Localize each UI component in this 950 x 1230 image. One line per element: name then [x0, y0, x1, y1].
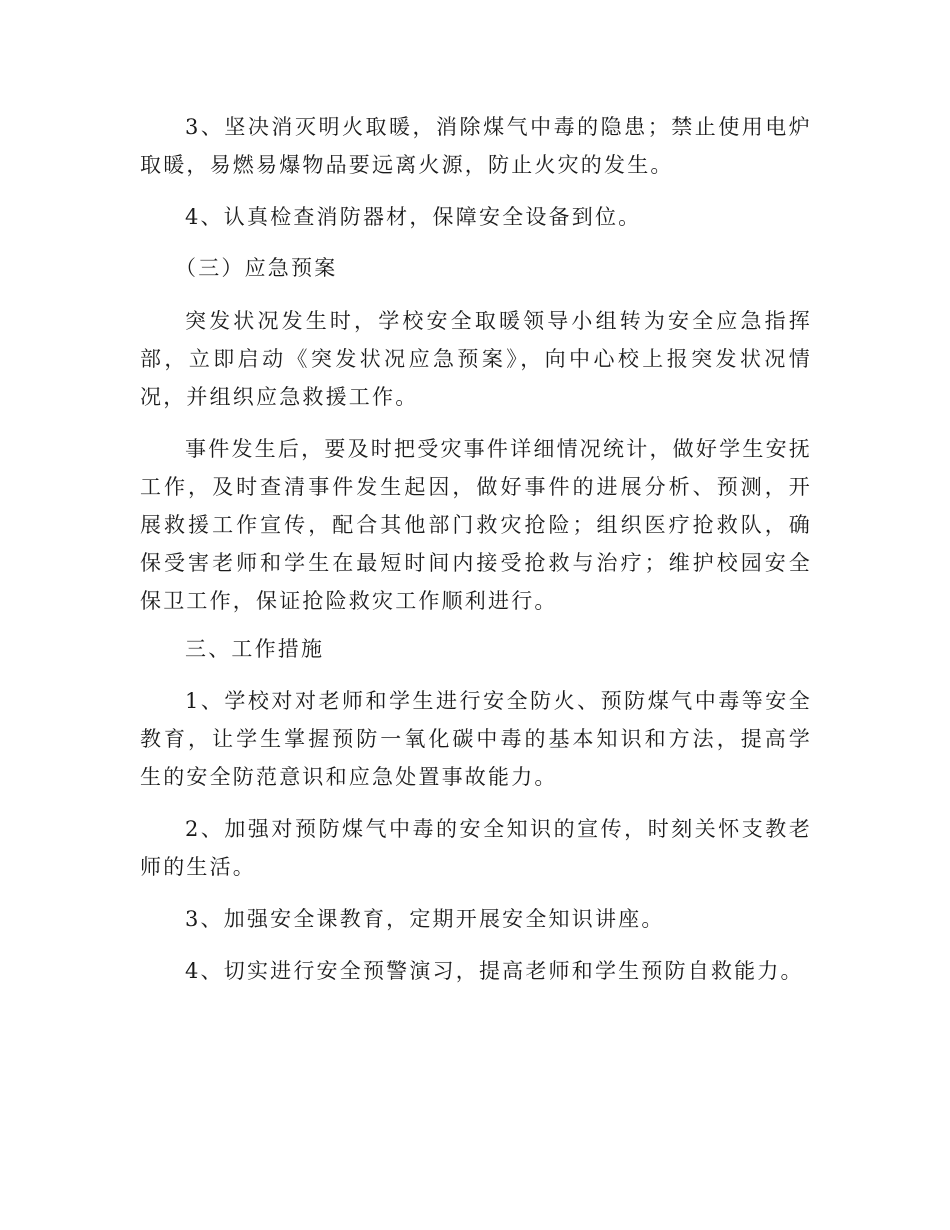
section-heading-emergency-plan: （三）应急预案: [175, 256, 338, 280]
paragraph-measure-4: 4、切实进行安全预警演习，提高老师和学生预防自救能力。: [185, 959, 804, 983]
paragraph-after-incident: 事件发生后，要及时把受灾事件详细情况统计，做好学生安抚工作，及时查清事件发生起因，做好事件的进展分析、预测，开展救援工作宣传，配合其他部门救灾抢险；组织医疗抢救队，确保受害老师和学生在最短时间内接受抢救与治疗；维护校园安全保卫工作，保证抢险救灾工作顺利进行。: [140, 437, 812, 613]
paragraph-item-4-fire-equipment: 4、认真检查消防器材，保障安全设备到位。: [185, 205, 642, 229]
paragraph-measure-3: 3、加强安全课教育，定期开展安全知识讲座。: [185, 907, 665, 931]
paragraph-measure-1: 1、学校对对老师和学生进行安全防火、预防煤气中毒等安全教育，让学生掌握预防一氧化碳中毒的基本知识和方法，提高学生的安全防范意识和应急处置事故能力。: [140, 689, 812, 789]
section-heading-work-measures: 三、工作措施: [185, 637, 325, 661]
paragraph-emergency-start: 突发状况发生时，学校安全取暖领导小组转为安全应急指挥部，立即启动《突发状况应急预案》，向中心校上报突发状况情况，并组织应急救援工作。: [140, 309, 812, 409]
paragraph-measure-2: 2、加强对预防煤气中毒的安全知识的宣传，时刻关怀支教老师的生活。: [140, 817, 812, 879]
paragraph-item-3-heating: 3、坚决消灭明火取暖，消除煤气中毒的隐患；禁止使用电炉取暖，易燃易爆物品要远离火源，防止火灾的发生。: [140, 115, 812, 177]
